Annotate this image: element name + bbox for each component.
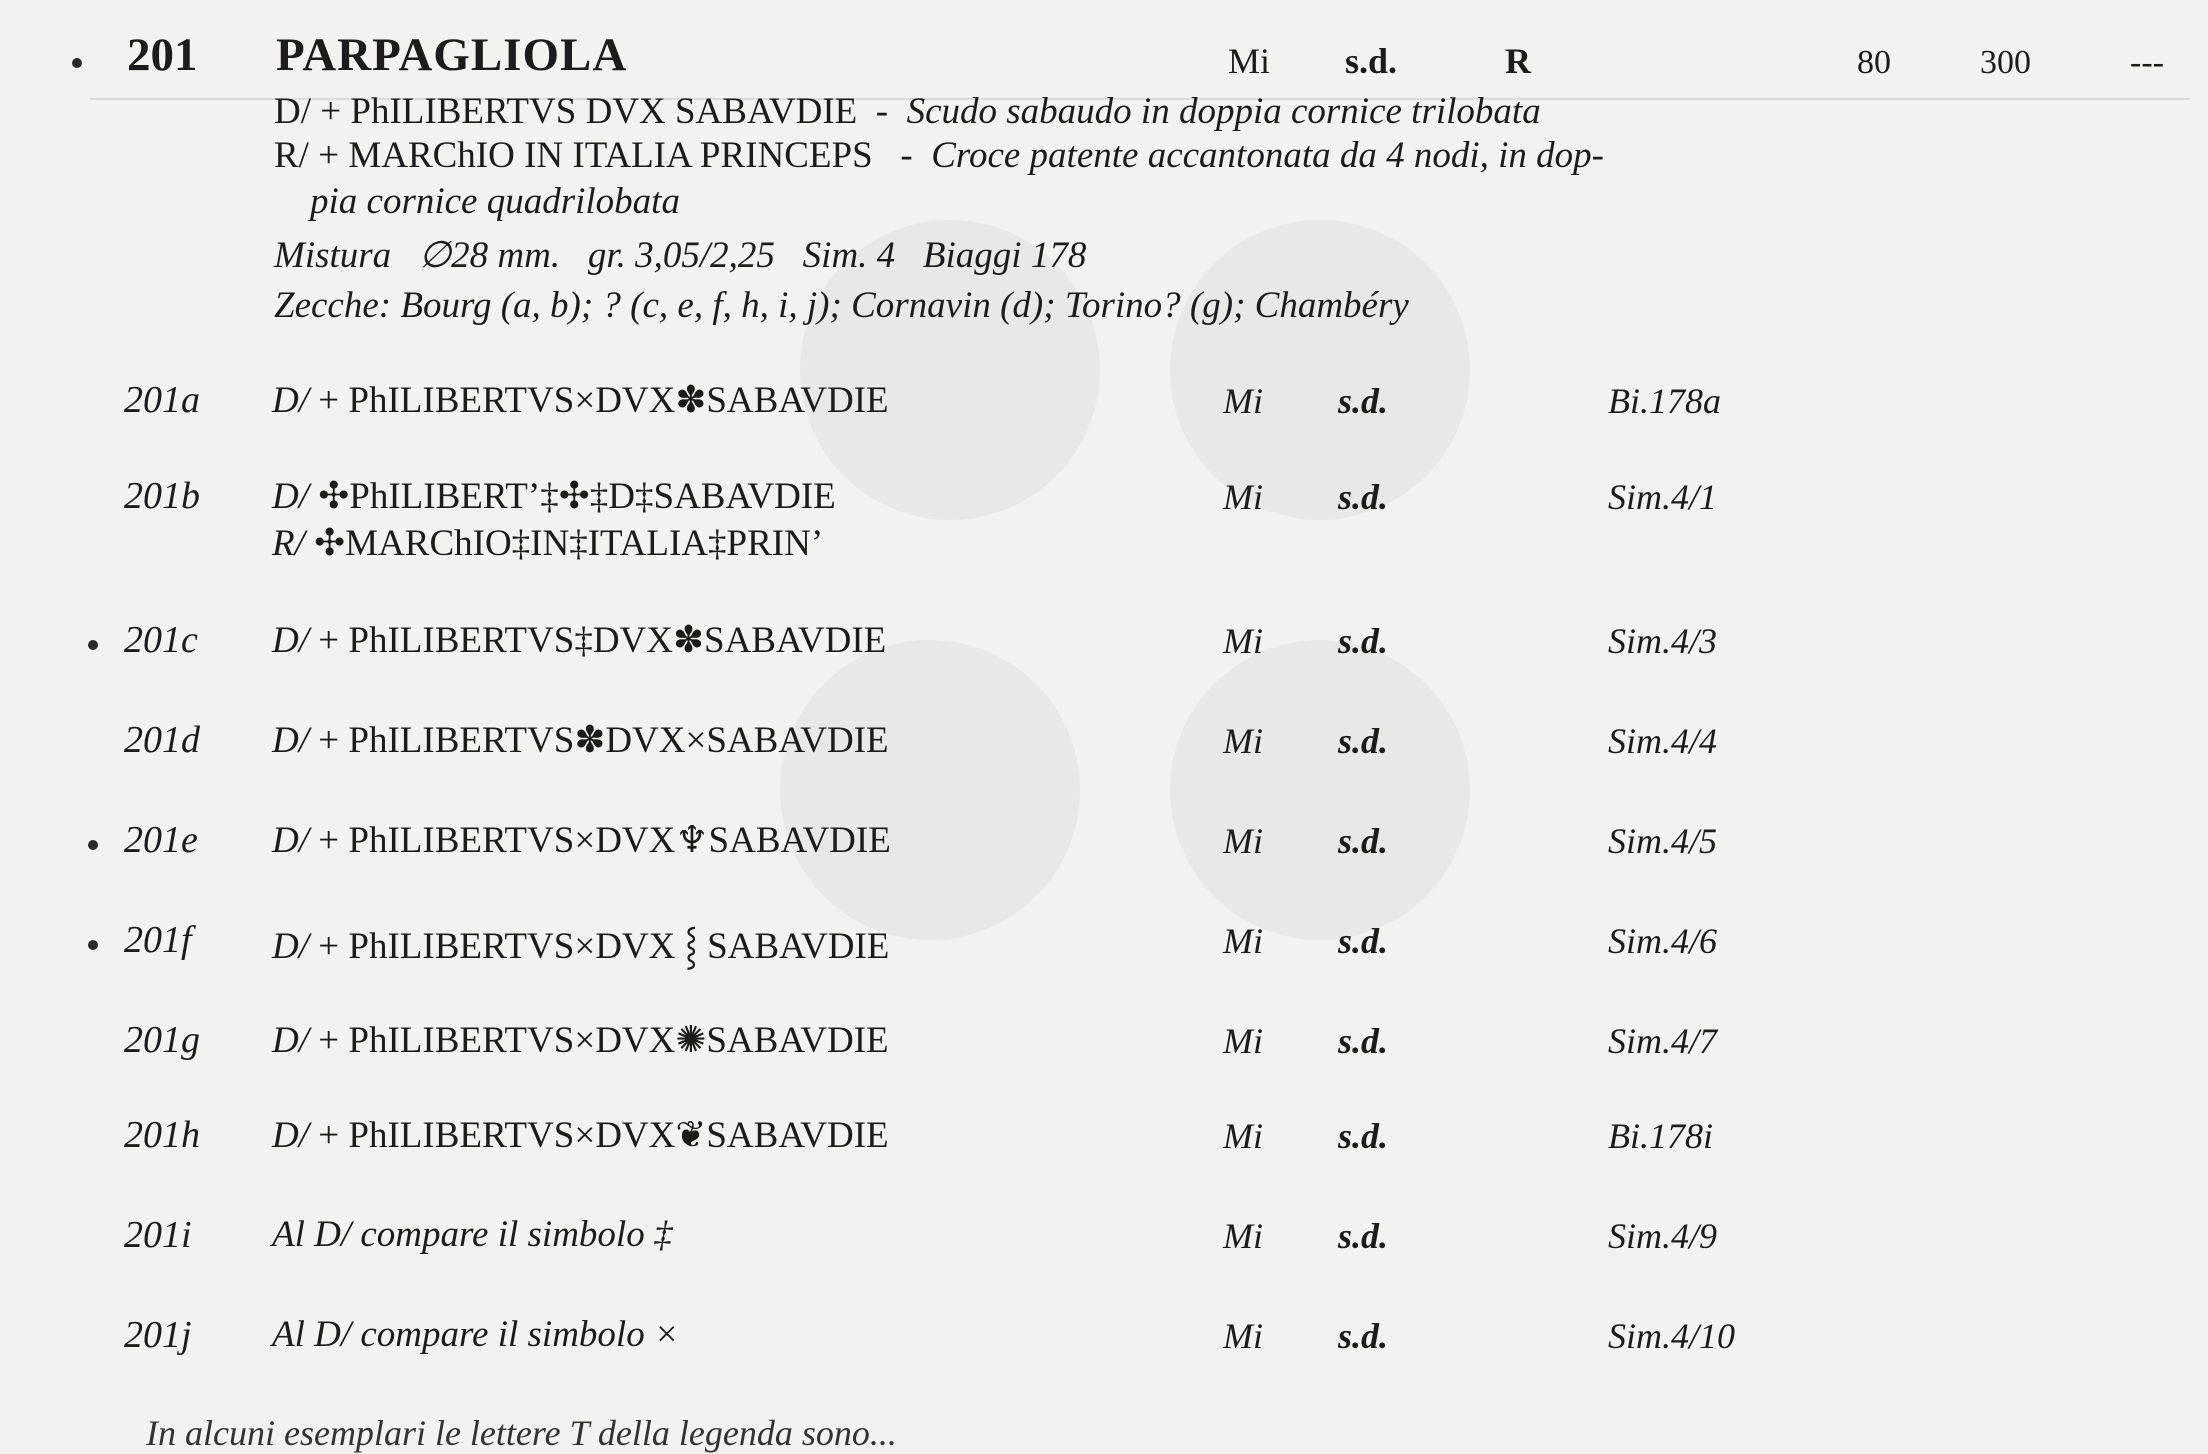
variant-metal: Mi <box>1223 1116 1263 1156</box>
variant-legend <box>272 1313 679 1356</box>
variant-legend <box>272 618 886 662</box>
variant-legend <box>272 718 889 762</box>
variant-date: s.d. <box>1338 477 1389 517</box>
variant-metal: Mi <box>1223 477 1263 517</box>
variant-legend <box>272 1213 672 1256</box>
variant-legend <box>272 818 891 862</box>
variant-prefix: D/ <box>272 820 309 861</box>
variant-reference: Sim.4/9 <box>1608 1216 1718 1256</box>
variant-metal: Mi <box>1223 921 1263 961</box>
variant-reference: Sim.4/7 <box>1608 1021 1718 1061</box>
variant-legend-text: ✣MARChIO‡IN‡ITALIA‡PRIN’ <box>304 523 824 564</box>
variant-metal: Mi <box>1223 1216 1263 1256</box>
variant-legend-text: + PhILIBERTVS×DVX✺SABAVDIE <box>309 1020 889 1061</box>
variant-prefix: Al D/ compare il simbolo ‡ <box>272 1214 673 1255</box>
margin-dot <box>88 640 98 650</box>
ghost-coin-2 <box>1170 220 1470 520</box>
variant-reference: Bi.178a <box>1608 381 1721 421</box>
variant-metal: Mi <box>1223 1316 1263 1356</box>
variant-legend-text: + PhILIBERTVS✽DVX×SABAVDIE <box>309 720 889 761</box>
variant-date: s.d. <box>1338 381 1389 421</box>
variant-code: 201g <box>124 1019 200 1061</box>
variant-date: s.d. <box>1338 821 1389 861</box>
variant-date: s.d. <box>1338 921 1389 961</box>
variant-metal: Mi <box>1223 381 1263 421</box>
variant-legend-text: + PhILIBERTVS×DVX✽SABAVDIE <box>309 380 889 421</box>
variant-legend-text: + PhILIBERTVS×DVX ⸾ SABAVDIE <box>309 926 890 967</box>
variant-reference: Sim.4/6 <box>1608 921 1718 961</box>
variant-prefix: R/ <box>272 523 305 564</box>
obverse-legend: D/ + PhILIBERTVS DVX SABAVDIE <box>274 91 858 132</box>
variant-date: s.d. <box>1338 1116 1389 1156</box>
variant-code: 201c <box>124 619 198 661</box>
entry-price-3: --- <box>2130 44 2164 81</box>
coin-mints: Zecche: Bourg (a, b); ? (c, e, f, h, i, j); Cornavin (d); Torino? (g); Chambéry <box>274 285 1409 326</box>
variant-prefix: D/ <box>272 476 309 517</box>
entry-date: s.d. <box>1345 41 1398 81</box>
variant-legend-text: + PhILIBERTVS×DVX❦SABAVDIE <box>309 1115 889 1156</box>
variant-date: s.d. <box>1338 1316 1389 1356</box>
reverse-type-line2: pia cornice quadrilobata <box>310 181 680 222</box>
entry-metal: Mi <box>1228 41 1271 81</box>
variant-date: s.d. <box>1338 721 1389 761</box>
entry-number: 201 <box>127 29 198 81</box>
variant-metal: Mi <box>1223 1021 1263 1061</box>
margin-dot <box>72 58 82 68</box>
variant-legend <box>272 918 889 969</box>
ghost-coin-3 <box>780 640 1080 940</box>
variant-legend <box>272 474 836 518</box>
variant-legend-text: ✣PhILIBERT’‡✣‡D‡SABAVDIE <box>309 476 836 517</box>
variant-prefix: D/ <box>272 620 309 661</box>
variant-date: s.d. <box>1338 1216 1389 1256</box>
variant-code: 201b <box>124 475 200 517</box>
variant-prefix: Al D/ compare il simbolo × <box>272 1314 679 1355</box>
variant-reference: Sim.4/10 <box>1608 1316 1736 1356</box>
variant-reference: Sim.4/3 <box>1608 621 1718 661</box>
variant-code: 201i <box>124 1214 192 1256</box>
reverse-description <box>274 134 1604 177</box>
variant-legend <box>272 1113 889 1157</box>
footer-note: In alcuni esemplari le lettere T della legenda sono... <box>146 1413 897 1453</box>
variant-reference: Sim.4/5 <box>1608 821 1718 861</box>
variant-metal: Mi <box>1223 621 1263 661</box>
entry-price-2: 300 <box>1980 44 2031 81</box>
variant-date: s.d. <box>1338 1021 1389 1061</box>
variant-reference: Sim.4/1 <box>1608 477 1718 517</box>
variant-legend-text: + PhILIBERTVS‡DVX✽SABAVDIE <box>309 620 887 661</box>
variant-legend-text: + PhILIBERTVS×DVX♆SABAVDIE <box>309 820 891 861</box>
variant-code: 201e <box>124 819 198 861</box>
variant-legend <box>272 1018 889 1062</box>
variant-reference: Bi.178i <box>1608 1116 1713 1156</box>
entry-title: PARPAGLIOLA <box>276 29 628 81</box>
reverse-type-line1: Croce patente accantonata da 4 nodi, in dop- <box>931 135 1604 176</box>
reverse-legend: R/ + MARChIO IN ITALIA PRINCEPS <box>274 135 873 176</box>
entry-price-1: 80 <box>1857 44 1891 81</box>
variant-legend-reverse <box>272 521 823 565</box>
variant-code: 201h <box>124 1114 200 1156</box>
variant-code: 201j <box>124 1314 192 1356</box>
variant-legend <box>272 378 889 422</box>
ghost-coin-4 <box>1170 640 1470 940</box>
variant-metal: Mi <box>1223 821 1263 861</box>
variant-prefix: D/ <box>272 720 309 761</box>
variant-date: s.d. <box>1338 621 1389 661</box>
variant-code: 201f <box>124 919 192 961</box>
margin-dot <box>88 840 98 850</box>
reverse-separator: - <box>900 135 913 176</box>
margin-dot <box>88 940 98 950</box>
obverse-type: Scudo sabaudo in doppia cornice trilobata <box>906 91 1541 132</box>
entry-rarity: R <box>1505 41 1531 81</box>
variant-reference: Sim.4/4 <box>1608 721 1718 761</box>
variant-prefix: D/ <box>272 926 309 967</box>
variant-metal: Mi <box>1223 721 1263 761</box>
obverse-separator: - <box>875 91 889 132</box>
variant-prefix: D/ <box>272 380 309 421</box>
variant-code: 201a <box>124 379 200 421</box>
coin-specs: Mistura ∅28 mm. gr. 3,05/2,25 Sim. 4 Biaggi 178 <box>274 235 1087 276</box>
obverse-description <box>274 90 1541 133</box>
variant-code: 201d <box>124 719 200 761</box>
variant-prefix: D/ <box>272 1020 309 1061</box>
variant-prefix: D/ <box>272 1115 309 1156</box>
